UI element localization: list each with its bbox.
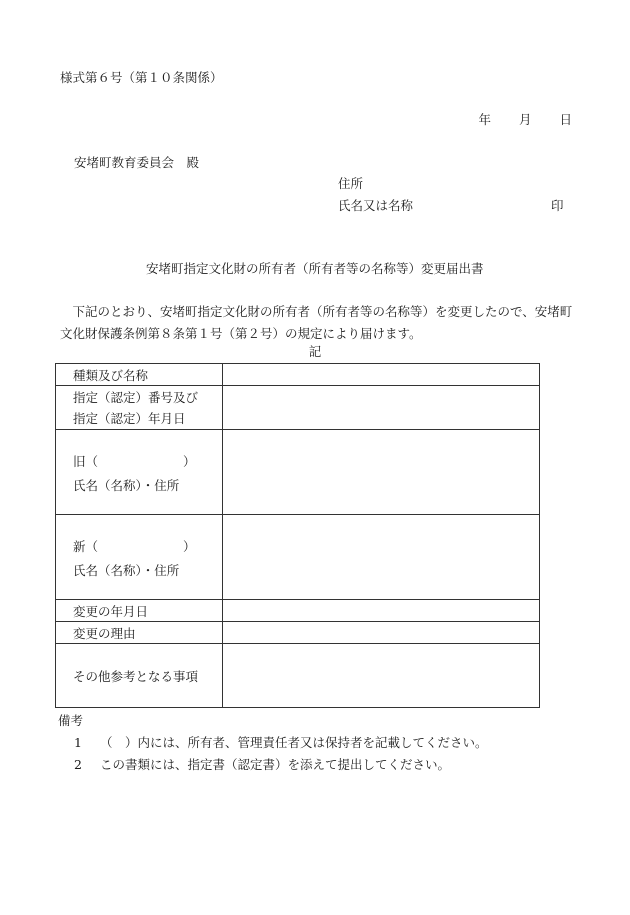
designation-field[interactable]: [223, 386, 540, 430]
addressee: 安堵町教育委員会 殿: [74, 155, 200, 170]
designation-label: [56, 386, 223, 430]
new-owner-field[interactable]: [223, 515, 540, 600]
date-line: [478, 112, 572, 128]
new-name-address: 氏名（名称）・住所: [73, 562, 180, 578]
applicant-name-label: 氏名又は名称: [338, 198, 414, 213]
ki-heading: 記: [308, 344, 322, 359]
designation-label-line1: 指定（認定）番号及び: [73, 389, 199, 405]
body-text: 下記のとおり、安堵町指定文化財の所有者（所有者等の名称等）を変更したので、安堵町文化財保護条例第８条第１号（第２号）の規定により届けます。: [60, 304, 573, 341]
type-name-label: 種類及び名称: [56, 364, 223, 386]
date-month: 月: [518, 112, 532, 127]
table-row: [56, 430, 540, 515]
table-row: [56, 386, 540, 430]
old-owner-label: [56, 430, 223, 515]
new-owner-label: [56, 515, 223, 600]
note-number: 1: [74, 735, 82, 750]
old-owner-field[interactable]: [223, 430, 540, 515]
note-item: [74, 757, 450, 773]
note-text: この書類には、指定書（認定書）を添えて提出してください。: [100, 757, 451, 772]
table-row: [56, 600, 540, 622]
date-year: 年: [478, 112, 491, 127]
note-text: （ ）内には、所有者、管理責任者又は保持者を記載してください。: [100, 735, 488, 750]
change-date-label: 変更の年月日: [56, 600, 223, 622]
date-day: 日: [559, 112, 572, 127]
new-paren: [73, 534, 222, 560]
old-name-address: 氏名（名称）・住所: [73, 477, 180, 493]
table-row: [56, 644, 540, 708]
table-row: [56, 622, 540, 644]
seal-label: 印: [551, 198, 564, 213]
old-close: ）: [183, 453, 196, 469]
note-item: [74, 735, 488, 751]
applicant-address-label: 住所: [338, 176, 364, 191]
old-open: 旧（: [73, 453, 99, 469]
table-row: [56, 364, 540, 386]
notes-heading: 備考: [58, 713, 84, 728]
new-open: 新（: [73, 538, 99, 554]
change-reason-label: 変更の理由: [56, 622, 223, 644]
other-field[interactable]: [223, 644, 540, 708]
form-number: 様式第６号（第１０条関係）: [60, 70, 223, 85]
other-label: その他参考となる事項: [56, 644, 223, 708]
note-number: 2: [74, 757, 82, 772]
type-name-field[interactable]: [223, 364, 540, 386]
notification-table: [55, 363, 540, 708]
old-paren: [73, 449, 222, 475]
change-reason-field[interactable]: [223, 622, 540, 644]
new-close: ）: [183, 538, 196, 554]
table-row: [56, 515, 540, 600]
document-title: 安堵町指定文化財の所有者（所有者等の名称等）変更届出書: [146, 261, 484, 276]
designation-label-line2: 指定（認定）年月日: [73, 410, 186, 426]
change-date-field[interactable]: [223, 600, 540, 622]
